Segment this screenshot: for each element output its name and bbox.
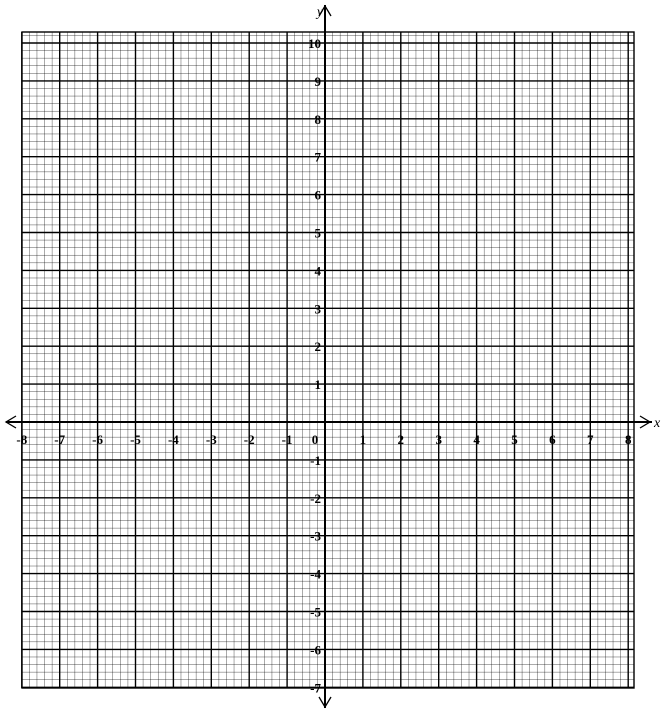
y-tick-label: 2 [314, 339, 321, 355]
x-tick-label: -4 [167, 432, 179, 447]
y-axis-label: y [316, 5, 324, 20]
y-tick-label: 7 [314, 149, 321, 165]
x-tick-label: 7 [587, 432, 594, 447]
x-tick-label: -2 [243, 432, 255, 447]
y-tick-label: 4 [314, 263, 321, 279]
x-tick-label: 3 [435, 432, 442, 447]
x-tick-label: -1 [281, 432, 293, 447]
x-axis-label: x [654, 416, 661, 431]
x-tick-label: -7 [54, 432, 66, 447]
y-tick-label: 1 [314, 377, 321, 393]
y-tick-label: 9 [314, 73, 321, 89]
x-tick-label: -5 [130, 432, 141, 447]
y-tick-label: -5 [310, 604, 321, 620]
y-tick-label: 5 [314, 225, 321, 241]
y-tick-label: -4 [310, 566, 321, 582]
x-tick-label: 0 [311, 432, 319, 447]
y-tick-label: -3 [310, 528, 321, 544]
x-tick-label: 5 [511, 432, 518, 447]
y-tick-label: -1 [310, 452, 321, 468]
x-tick-label: 6 [549, 432, 556, 447]
x-tick-label: -6 [92, 432, 104, 447]
x-tick-label: 8 [624, 432, 632, 447]
y-tick-label: -6 [310, 642, 321, 658]
x-tick-label: 2 [397, 432, 405, 447]
y-tick-label: 3 [314, 301, 321, 317]
x-tick-label: -8 [16, 432, 28, 447]
y-tick-label: -2 [310, 490, 321, 506]
y-tick-label: 10 [308, 36, 321, 51]
x-tick-label: 4 [473, 432, 480, 447]
y-tick-label: 6 [314, 187, 321, 203]
x-tick-label: -3 [205, 432, 217, 447]
y-tick-label: 8 [314, 111, 321, 127]
x-tick-label: 1 [359, 432, 367, 447]
y-tick-label: -7 [310, 680, 321, 696]
